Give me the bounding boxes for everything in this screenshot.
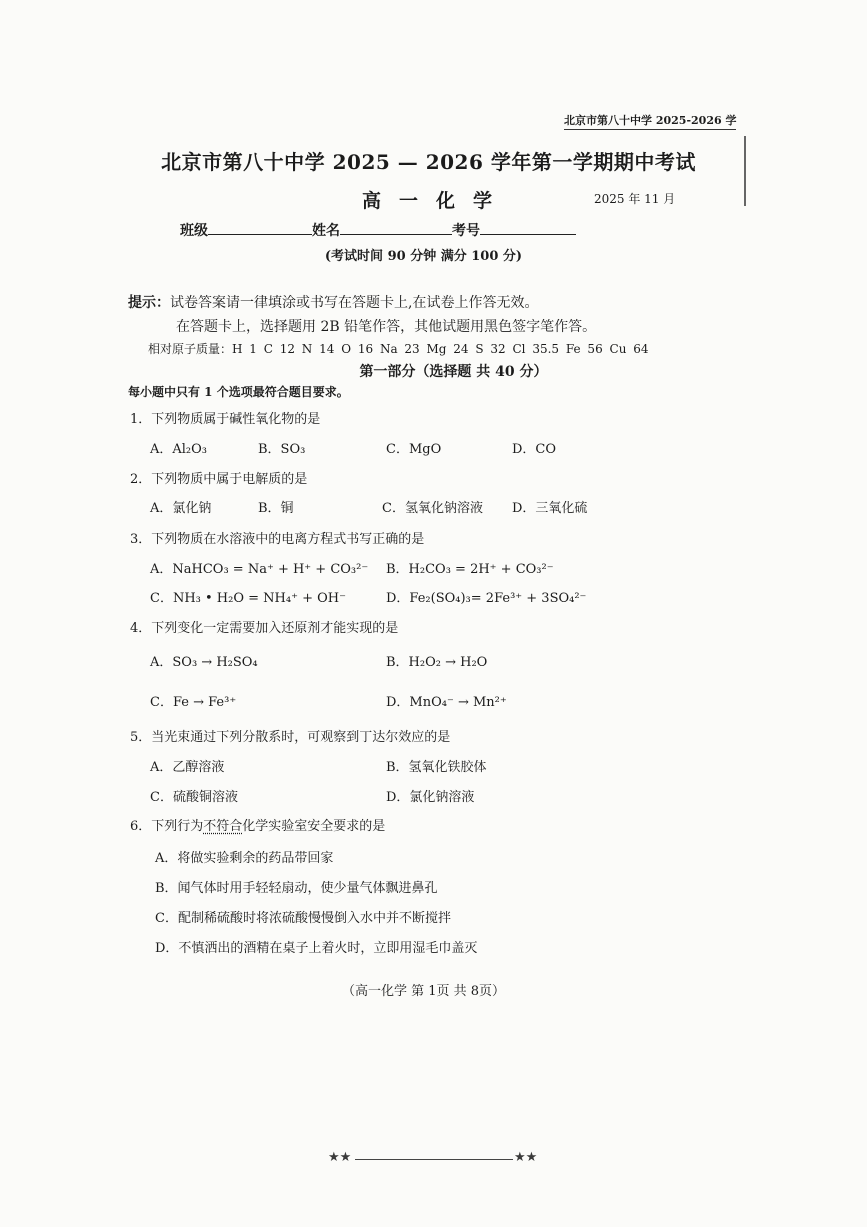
name-label: 姓名 — [312, 223, 340, 239]
question-3-option-c[interactable]: C．NH₃ • H₂O = NH₄⁺ + OH⁻ — [150, 591, 346, 606]
question-2-option-c[interactable]: C．氢氧化钠溶液 — [382, 501, 483, 516]
student-info-row — [180, 220, 576, 240]
star-ornament-right: ★★ — [514, 1150, 538, 1165]
question-6-stem — [130, 815, 385, 834]
question-4-option-a[interactable]: A．SO₃ → H₂SO₄ — [150, 655, 258, 670]
question-4-option-d[interactable]: D．MnO₄⁻ → Mn²⁺ — [386, 695, 507, 710]
question-2-option-b[interactable]: B．铜 — [258, 501, 294, 516]
tips-text-1: 试卷答案请一律填涂或书写在答题卡上,在试卷上作答无效。 — [170, 295, 539, 311]
question-5-option-c[interactable]: C．硫酸铜溶液 — [150, 790, 238, 805]
part1-instruction: 每小题中只有 1 个选项最符合题目要求。 — [128, 385, 349, 399]
page-footer: （高一化学 第 1页 共 8页） — [341, 984, 506, 999]
question-3-option-b[interactable]: B．H₂CO₃ = 2H⁺ + CO₃²⁻ — [386, 562, 554, 577]
question-1-stem: 1．下列物质属于碱性氧化物的是 — [130, 412, 321, 427]
star-ornament-left: ★★ — [328, 1150, 352, 1165]
class-blank[interactable] — [208, 220, 312, 235]
tips-label: 提示： — [128, 295, 170, 311]
question-6-option-a[interactable]: A．将做实验剩余的药品带回家 — [155, 851, 334, 866]
question-4-stem: 4．下列变化一定需要加入还原剂才能实现的是 — [130, 621, 399, 636]
question-6-option-c[interactable]: C．配制稀硫酸时将浓硫酸慢慢倒入水中并不断搅拌 — [155, 911, 451, 926]
question-5-option-a[interactable]: A．乙醇溶液 — [150, 760, 225, 775]
question-3-option-a[interactable]: A．NaHCO₃ = Na⁺ + H⁺ + CO₃²⁻ — [150, 562, 369, 577]
part1-heading: 第一部分（选择题 共 40 分） — [359, 364, 548, 380]
question-1-option-c[interactable]: C．MgO — [386, 442, 442, 457]
class-label: 班级 — [180, 223, 208, 239]
question-6-stem-post: 化学实验室安全要求的是 — [242, 819, 386, 834]
exam-title: 北京市第八十中学 2025 — 2026 学年第一学期期中考试 — [161, 150, 696, 174]
question-5-option-b[interactable]: B．氢氧化铁胶体 — [386, 760, 487, 775]
question-1-option-b[interactable]: B．SO₃ — [258, 442, 306, 457]
ornament-divider — [355, 1159, 513, 1160]
tips-line-2: 在答题卡上，选择题用 2B 铅笔作答，其他试题用黑色签字笔作答。 — [176, 319, 597, 335]
exam-duration: (考试时间 90 分钟 满分 100 分) — [324, 249, 523, 264]
corner-header-tag: 北京市第八十中学 2025-2026 学 — [564, 112, 736, 130]
question-6-option-b[interactable]: B．闻气体时用手轻轻扇动，使少量气体飘进鼻孔 — [155, 881, 438, 896]
exam-no-blank[interactable] — [480, 220, 576, 235]
question-4-option-b[interactable]: B．H₂O₂ → H₂O — [386, 655, 488, 670]
question-2-option-a[interactable]: A．氯化钠 — [150, 501, 212, 516]
question-4-option-c[interactable]: C．Fe → Fe³⁺ — [150, 695, 237, 710]
question-1-option-d[interactable]: D．CO — [512, 442, 557, 457]
question-6-option-d[interactable]: D．不慎洒出的酒精在桌子上着火时，立即用湿毛巾盖灭 — [155, 941, 478, 956]
question-2-stem: 2．下列物质中属于电解质的是 — [130, 472, 308, 487]
tips-line-1 — [128, 292, 538, 312]
question-5-option-d[interactable]: D．氯化钠溶液 — [386, 790, 475, 805]
exam-no-label: 考号 — [452, 223, 480, 239]
question-3-option-d[interactable]: D．Fe₂(SO₄)₃= 2Fe³⁺ + 3SO₄²⁻ — [386, 591, 587, 606]
question-2-option-d[interactable]: D．三氧化硫 — [512, 501, 588, 516]
question-3-stem: 3．下列物质在水溶液中的电离方程式书写正确的是 — [130, 532, 425, 547]
subject-title: 高一化学 — [362, 190, 511, 212]
name-blank[interactable] — [340, 220, 452, 235]
question-5-stem: 5．当光束通过下列分散系时，可观察到丁达尔效应的是 — [130, 730, 451, 745]
exam-date: 2025 年 11 月 — [594, 192, 676, 206]
question-6-stem-pre: 6．下列行为 — [130, 819, 204, 834]
atomic-masses: 相对原子质量：H 1 C 12 N 14 O 16 Na 23 Mg 24 S 32 Cl 35.5 Fe 56 Cu 64 — [148, 342, 649, 356]
question-6-stem-emphasis: 不符合 — [203, 819, 243, 834]
question-1-option-a[interactable]: A．Al₂O₃ — [150, 442, 208, 457]
